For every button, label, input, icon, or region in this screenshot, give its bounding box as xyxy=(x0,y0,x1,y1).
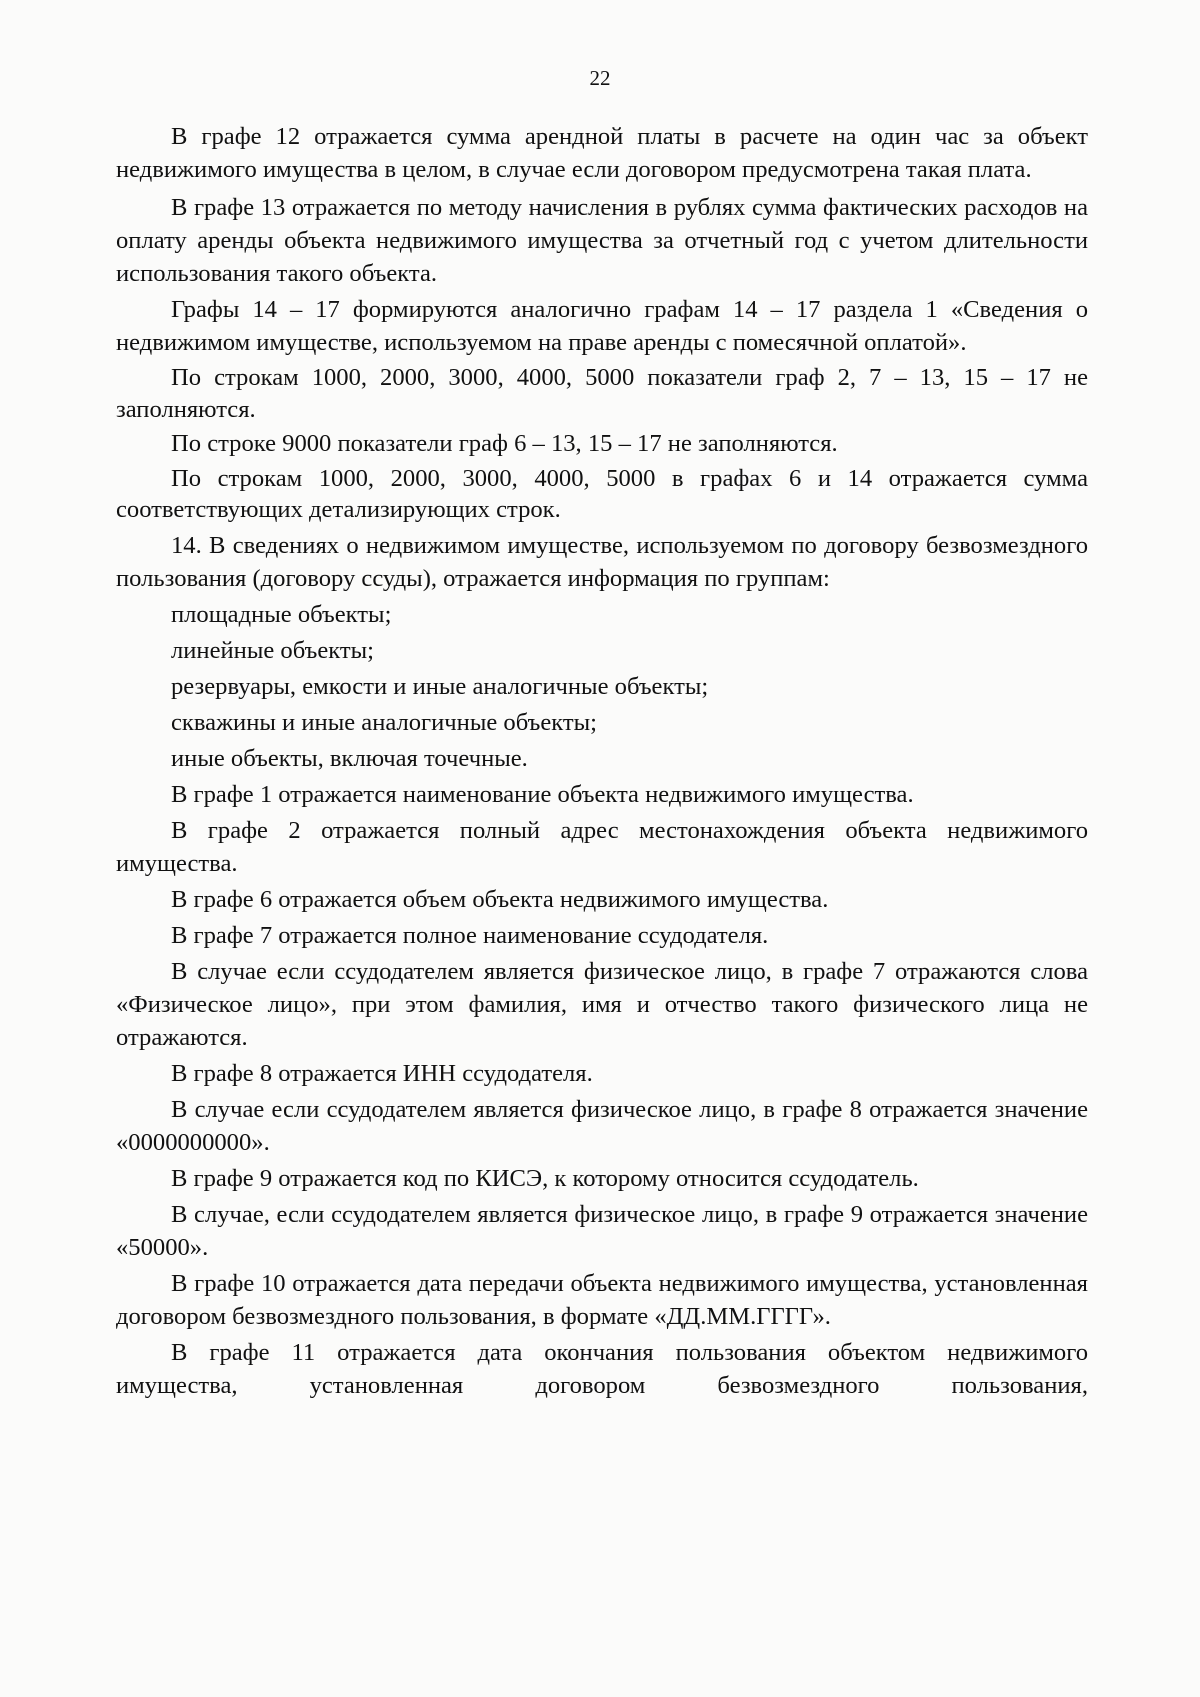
document-body xyxy=(116,120,1088,1402)
paragraph-graph-12: В графе 12 отражается сумма арендной платы в расчете на один час за объект недвижимого имущества в целом, в случае если договором предусмотрена такая плата. xyxy=(116,123,1088,183)
paragraph-graph-7: В графе 7 отражается полное наименование ссудодателя. xyxy=(171,921,769,949)
paragraph-graph-7-individual: В случае если ссудодателем является физическое лицо, в графе 7 отражаются слова «Физическое лицо», при этом фамилия, имя и отчество такого физического лица не отражаются. xyxy=(116,957,1088,1051)
paragraph-graph-13: В графе 13 отражается по методу начисления в рублях сумма фактических расходов на оплату аренды объекта недвижимого имущества за отчетный год с учетом длительности использования такого объекта. xyxy=(116,194,1088,287)
paragraph-graph-8-individual: В случае если ссудодателем является физическое лицо, в графе 8 отражается значение «0000000000». xyxy=(116,1095,1088,1156)
page-number: 22 xyxy=(589,66,611,90)
list-item: площадные объекты; xyxy=(171,600,392,628)
list-item: линейные объекты; xyxy=(171,636,374,664)
paragraph-graph-10: В графе 10 отражается дата передачи объекта недвижимого имущества, установленная договором безвозмездного пользования, в формате «ДД.ММ.ГГГГ». xyxy=(116,1269,1088,1330)
paragraph-section-14: 14. В сведениях о недвижимом имуществе, используемом по договору безвозмездного пользования (договору ссуды), отражается информация по группам: xyxy=(116,531,1088,592)
paragraph-row-9000: По строке 9000 показатели граф 6 – 13, 15 – 17 не заполняются. xyxy=(171,430,838,457)
paragraph-rows-sum: По строкам 1000, 2000, 3000, 4000, 5000 в графах 6 и 14 отражается сумма соответствующих детализирующих строк. xyxy=(116,464,1088,523)
paragraph-graph-2: В графе 2 отражается полный адрес местонахождения объекта недвижимого имущества. xyxy=(116,816,1088,877)
groups-list xyxy=(116,598,1088,775)
paragraph-graph-6: В графе 6 отражается объем объекта недвижимого имущества. xyxy=(171,885,829,913)
paragraph-graphs-14-17: Графы 14 – 17 формируются аналогично графам 14 – 17 раздела 1 «Сведения о недвижимом имуществе, используемом на праве аренды с помесячной оплатой». xyxy=(116,296,1088,356)
list-item: резервуары, емкости и иные аналогичные объекты; xyxy=(171,672,709,700)
paragraph-graph-8: В графе 8 отражается ИНН ссудодателя. xyxy=(171,1059,593,1087)
paragraph-graph-1: В графе 1 отражается наименование объекта недвижимого имущества. xyxy=(171,780,914,808)
list-item: скважины и иные аналогичные объекты; xyxy=(171,708,597,736)
paragraph-rows-1000-5000: По строкам 1000, 2000, 3000, 4000, 5000 показатели граф 2, 7 – 13, 15 – 17 не заполняются. xyxy=(116,364,1088,423)
paragraph-graph-11: В графе 11 отражается дата окончания пользования объектом недвижимого имущества, установленная договором безвозмездного пользования, xyxy=(116,1338,1088,1399)
paragraph-graph-9: В графе 9 отражается код по КИСЭ, к которому относится ссудодатель. xyxy=(171,1164,919,1192)
paragraph-graph-9-individual: В случае, если ссудодателем является физическое лицо, в графе 9 отражается значение «50000». xyxy=(116,1200,1088,1261)
list-item: иные объекты, включая точечные. xyxy=(171,744,528,772)
